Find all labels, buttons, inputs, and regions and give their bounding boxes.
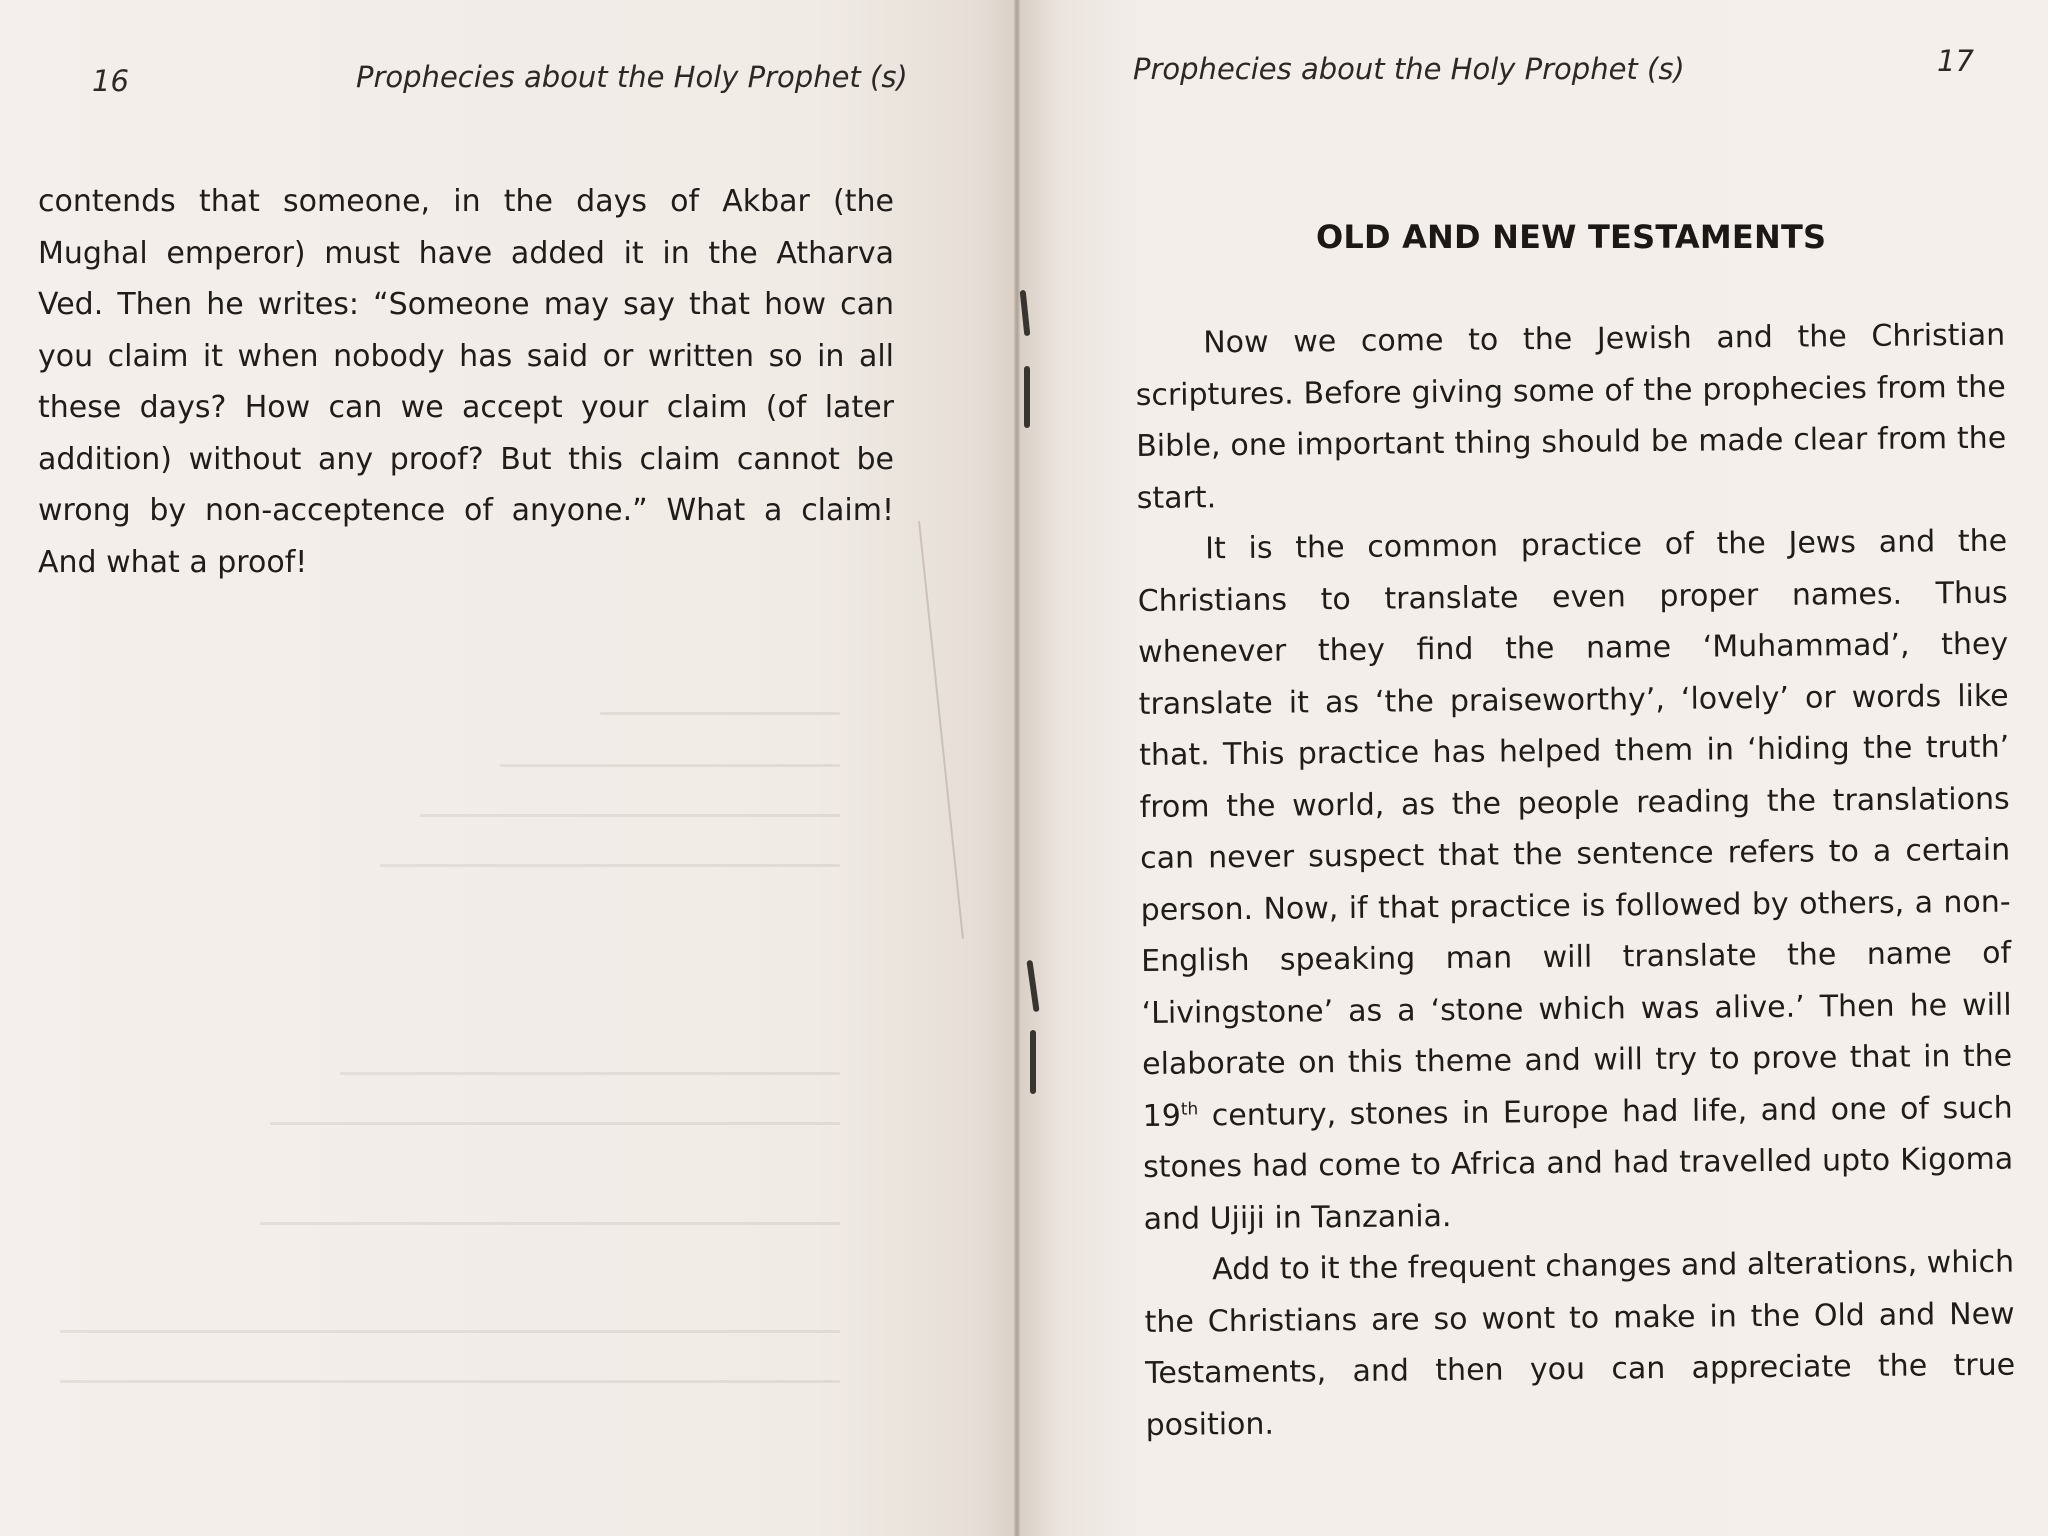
show-through-line [420, 814, 840, 817]
left-paragraph: contends that someone, in the days of Akbar (the Mughal emperor) must have added it in the Atharva Ved. Then he writes: “Someone may say that how can you claim it when nobody has said or written so in all these days? How can we accept your claim (of later addition) without any proof? But this claim cannot be wrong by non-acceptence of anyone.” What a claim! And what a proof! [38, 184, 894, 580]
right-running-head: Prophecies about the Holy Prophet (s) [1133, 52, 1685, 86]
show-through-line [380, 864, 840, 867]
show-through-line [340, 1072, 840, 1075]
ordinal-superscript: th [1180, 1098, 1199, 1120]
staple-icon [1030, 1030, 1036, 1094]
right-paragraph-3: Add to it the frequent changes and alterations, which the Christians are so wont to make in the Old and New Testaments, and then you can appreciate the true position. [1144, 1244, 2016, 1443]
left-running-head: Prophecies about the Holy Prophet (s) [356, 60, 908, 94]
left-page-number: 16 [92, 64, 129, 98]
left-body-text [38, 176, 894, 588]
show-through-line [260, 1222, 840, 1225]
show-through-line [500, 764, 840, 767]
right-page [1018, 0, 2048, 1536]
section-heading: OLD AND NEW TESTAMENTS [1316, 218, 1827, 256]
right-paragraph-1: Now we come to the Jewish and the Christian scriptures. Before giving some of the prophecies from the Bible, one important thing should be made clear from the start. [1135, 317, 2007, 516]
left-page [0, 0, 1018, 1536]
right-page-number: 17 [1937, 44, 1974, 78]
right-paragraph-2 [1137, 516, 2014, 1245]
paragraph-2-text: It is the common practice of the Jews and the Christians to translate even proper names. Thus whenever they find the name ‘Muhammad’, they translate it as ‘the praiseworthy’, ‘lovely’ or words like that. This practice has helped them in ‘hiding the truth’ from the world, as the people reading the translations can never suspect that the sentence refers to a certain person. Now, if that practice is followed by others, a non-English speaking man will translate the name of ‘Livingstone’ as a ‘stone which was alive.’ Then he will elaborate on this theme and will try to prove that in the 19 [1137, 523, 2013, 1134]
book-gutter [1014, 0, 1020, 1536]
right-body-text [1135, 310, 2016, 1451]
show-through-line [60, 1380, 840, 1383]
show-through-line [60, 1330, 840, 1333]
paragraph-2-text-continued: century, stones in Europe had life, and one of such stones had come to Africa and had travelled upto Kigoma and Ujiji in Tanzania. [1142, 1090, 2014, 1237]
show-through-line [270, 1122, 840, 1125]
paper-crease [918, 521, 964, 939]
show-through-line [600, 712, 840, 715]
staple-icon [1024, 366, 1030, 428]
